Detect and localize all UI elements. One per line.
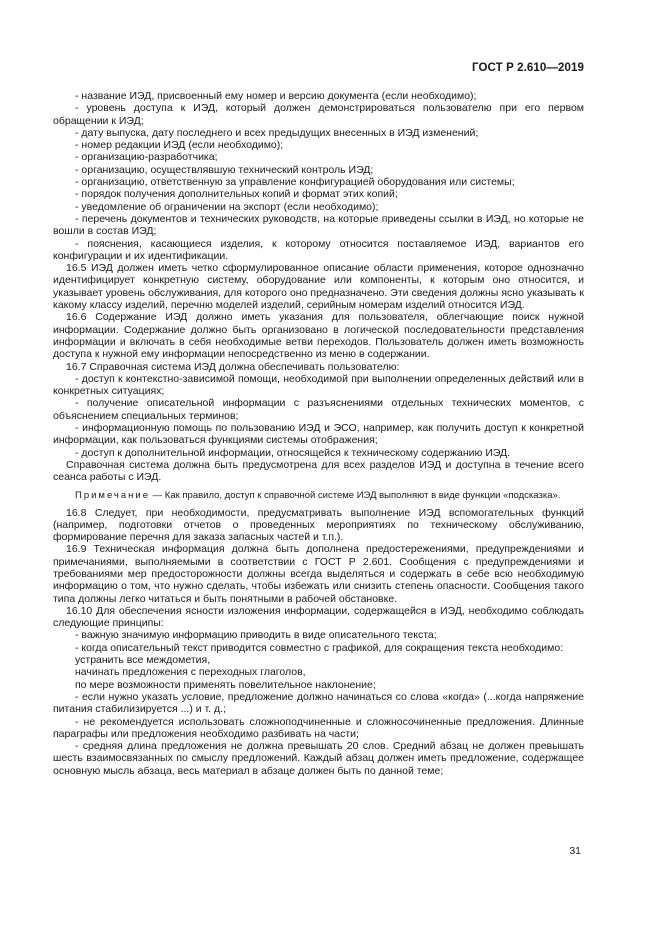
list-item: - порядок получения дополнительных копий и формат этих копий; <box>53 188 584 200</box>
list-item: - уровень доступа к ИЭД, который должен демонстрироваться пользователю при его первом обращении к ИЭД; <box>53 102 584 127</box>
paragraph: 16.5 ИЭД должен иметь четко сформулированное описание области применения, которое однозначно идентифицирует конкретную систему, оборудование или компоненты, к которым оно относится, и указывает уровень обслуживания, для которого оно предназначено. Эти сведения должны ясно указывать к какому классу изделий, перечню моделей изделий, серийным номерам изделий относится ИЭД. <box>53 262 584 312</box>
list-item: - организацию, осуществлявшую технический контроль ИЭД; <box>53 164 584 176</box>
list-item: - доступ к дополнительной информации, относящейся к техническому содержанию ИЭД. <box>53 447 584 459</box>
document-body <box>53 90 584 777</box>
list-item: - пояснения, касающиеся изделия, к которому относится поставляемое ИЭД, вариантов его конфигурации и их идентификации. <box>53 238 584 263</box>
paragraph: 16.6 Содержание ИЭД должно иметь указания для пользователя, облегчающие поиск нужной информации. Содержание должно быть организовано в логической последовательности представления информации и включать в себя необходимые ветви переходов. Пользователь должен иметь возможность доступа к нужной ему информации непосредственно из меню в содержании. <box>53 311 584 361</box>
list-item: - перечень документов и технических руководств, на которые приведены ссылки в ИЭД, но которые не вошли в состав ИЭД; <box>53 213 584 238</box>
paragraph: устранить все междометия, <box>75 654 211 667</box>
list-item: - средняя длина предложения не должна превышать 20 слов. Средний абзац не должен превышать шесть взаимосвязанных по смыслу предложений. Каждый абзац должен иметь предложение, содержащее основную мысль абзаца, весь материал в абзаце должен быть по данной теме; <box>53 740 584 777</box>
list-item: - информационную помощь по пользованию ИЭД и ЭСО, например, как получить доступ к конкретной информации, как пользоваться функциями системы отображения; <box>53 422 584 447</box>
note-text: — Как правило, доступ к справочной системе ИЭД выполняют в виде функции «подсказка». <box>150 489 561 501</box>
note-paragraph <box>53 490 584 502</box>
paragraph: 16.8 Следует, при необходимости, предусматривать выполнение ИЭД вспомогательных функций (например, подготовки отчетов о проведенных мероприятиях по техническому обслуживанию, формирование перечня для заказа запасных частей и т.п.). <box>53 506 584 544</box>
list-item: - название ИЭД, присвоенный ему номер и версию документа (если необходимо); <box>53 90 584 102</box>
list-item: - не рекомендуется использовать сложноподчиненные и сложносочиненные предложения. Длинные параграфы или предложения необходимо разбивать на части; <box>53 716 584 741</box>
paragraph: 16.7 Справочная система ИЭД должна обеспечивать пользователю: <box>66 360 400 373</box>
paragraph: 16.9 Техническая информация должна быть дополнена предостережениями, предупреждениями и примечаниями, выполняемыми в соответствии с ГОСТ Р 2.601. Сообщения с предупреждениями и требованиями мер предосторожности должны всегда выделяться и содержать в себе всю необходимую информацию о том, что нужно сделать, чтобы избежать или снизить степень опасности. Сообщения такого типа должны легко читаться и быть понятными в рабочей обстановке. <box>53 543 584 605</box>
paragraph: по мере возможности применять повелительное наклонение; <box>75 678 376 691</box>
paragraph: Справочная система должна быть предусмотрена для всех разделов ИЭД и доступна в течение всего сеанса работы с ИЭД. <box>53 458 584 484</box>
list-item: - доступ к контекстно-зависимой помощи, необходимой при выполнении определенных действий или в конкретных ситуациях; <box>53 373 584 398</box>
list-item: - если нужно указать условие, предложение должно начинаться со слова «когда» (...когда напряжение питания стабилизируется ...) и т. д.; <box>53 691 584 716</box>
list-item: - когда описательный текст приводится совместно с графикой, для сокращения текста необходимо: <box>53 642 584 654</box>
list-item: - важную значимую информацию приводить в виде описательного текста; <box>53 629 584 641</box>
list-item: - номер редакции ИЭД (если необходимо); <box>53 139 584 151</box>
list-item: - организацию, ответственную за управление конфигурацией оборудования или системы; <box>53 176 584 188</box>
list-item: - дату выпуска, дату последнего и всех предыдущих внесенных в ИЭД изменений; <box>53 127 584 139</box>
document-header: ГОСТ Р 2.610—2019 <box>472 62 584 74</box>
paragraph: начинать предложения с переходных глаголов, <box>75 666 306 679</box>
paragraph: 16.10 Для обеспечения ясности изложения информации, содержащейся в ИЭД, необходимо соблюдать следующие принципы: <box>53 604 584 630</box>
list-item: - уведомление об ограничении на экспорт (если необходимо); <box>53 201 584 213</box>
list-item: - получение описательной информации с разъяснениями отдельных технических моментов, с объяснением специальных терминов; <box>53 397 584 422</box>
list-item: - организацию-разработчика; <box>53 151 584 163</box>
page-number: 31 <box>569 845 581 857</box>
note-label: Примечание <box>75 489 150 501</box>
